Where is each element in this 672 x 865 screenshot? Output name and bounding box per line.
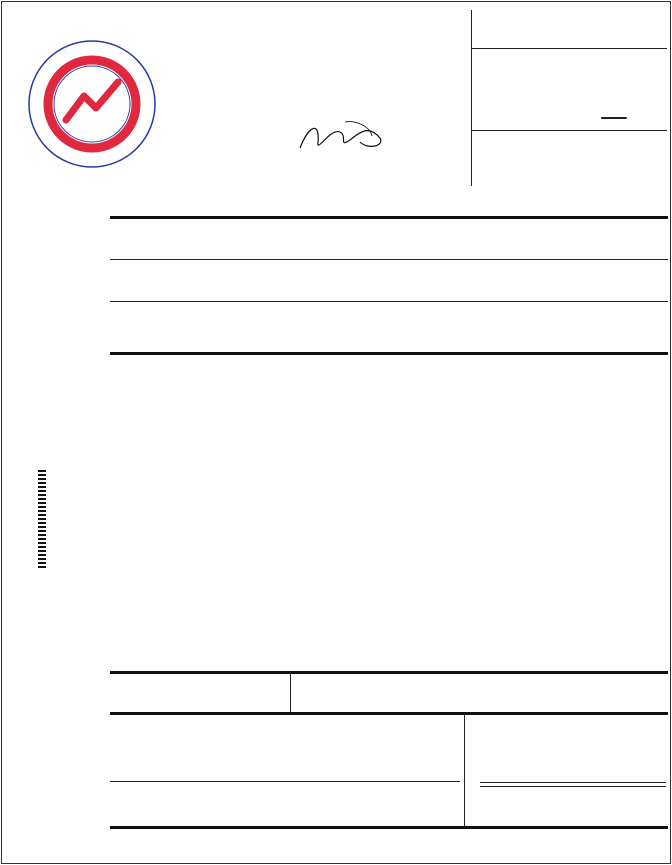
form-pa-box (471, 10, 668, 186)
register-signature (290, 118, 400, 158)
pau-label (601, 117, 627, 119)
copyright-office-seal (26, 38, 158, 170)
side-barcode (38, 470, 46, 570)
